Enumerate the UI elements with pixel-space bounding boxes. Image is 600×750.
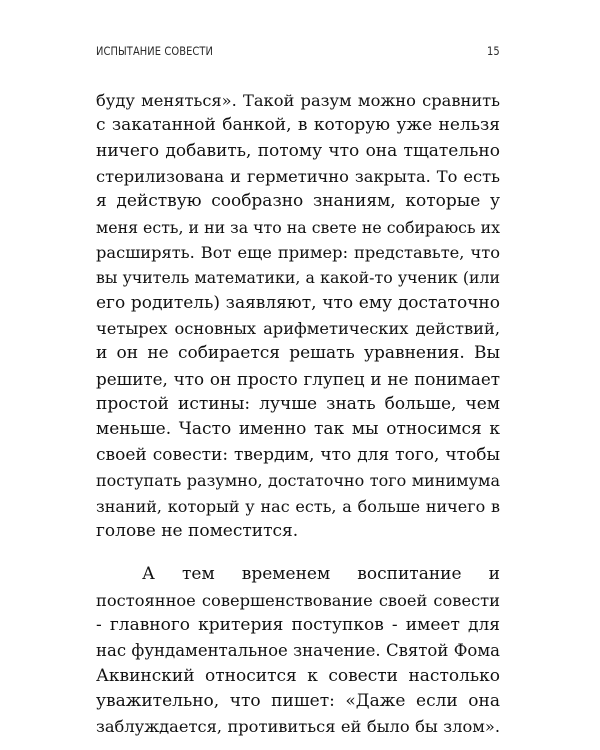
text-line: буду меняться». Такой разум можно сравнить — [96, 91, 500, 110]
text-line: расширять. Вот еще пример: представьте, что — [96, 243, 500, 263]
text-line: вы учитель математики, а какой-то ученик (или — [96, 268, 500, 288]
running-title: ИСПЫТАНИЕ СОВЕСТИ — [96, 44, 214, 58]
text-line: и он не собирается решать уравнения. Вы — [96, 343, 500, 364]
text-line: знаний, который у нас есть, а больше ничего в — [96, 496, 500, 516]
text-line: поступать разумно, достаточно того минимума — [96, 471, 500, 491]
text-line: - главного критерия поступков - имеет для — [96, 614, 500, 635]
text-line: постоянное совершенствование своей совести — [96, 590, 500, 610]
paragraph-2 — [96, 562, 500, 739]
text-line: Аквинский относится к совести настолько — [96, 665, 500, 686]
text-line: нас фундаментальное значение. Святой Фома — [96, 641, 500, 661]
text-line: с закатанной банкой, в которую уже нельзя — [96, 115, 500, 136]
paragraph-gap — [96, 544, 500, 562]
text-line: меня есть, и ни за что на свете не собираюсь их — [96, 217, 500, 237]
text-line: уважительно, что пишет: «Даже если она — [96, 690, 500, 711]
body-text — [96, 88, 500, 740]
text-line: своей совести: твердим, что для того, чтобы — [96, 444, 500, 465]
text-line: простой истины: лучше знать больше, чем — [96, 394, 500, 415]
paragraph-1 — [96, 88, 500, 544]
text-line: ничего добавить, потому что она тщательно — [96, 140, 500, 161]
text-line: голове не поместится. — [96, 520, 299, 541]
text-line: решите, что он просто глупец и не понимает — [96, 368, 500, 389]
text-line: меньше. Часто именно так мы относимся к — [96, 419, 500, 440]
page-number: 15 — [487, 44, 500, 58]
text-line: А тем временем воспитание и — [142, 564, 500, 585]
text-line: стерилизована и герметично закрыта. То есть — [96, 167, 500, 187]
text-line: я действую сообразно знаниям, которые у — [96, 191, 500, 212]
text-line: его родитель) заявляют, что ему достаточно — [96, 292, 500, 313]
text-line: четырех основных арифметических действий, — [96, 319, 500, 339]
text-line: заблуждается, противиться ей было бы злом». — [96, 717, 500, 737]
